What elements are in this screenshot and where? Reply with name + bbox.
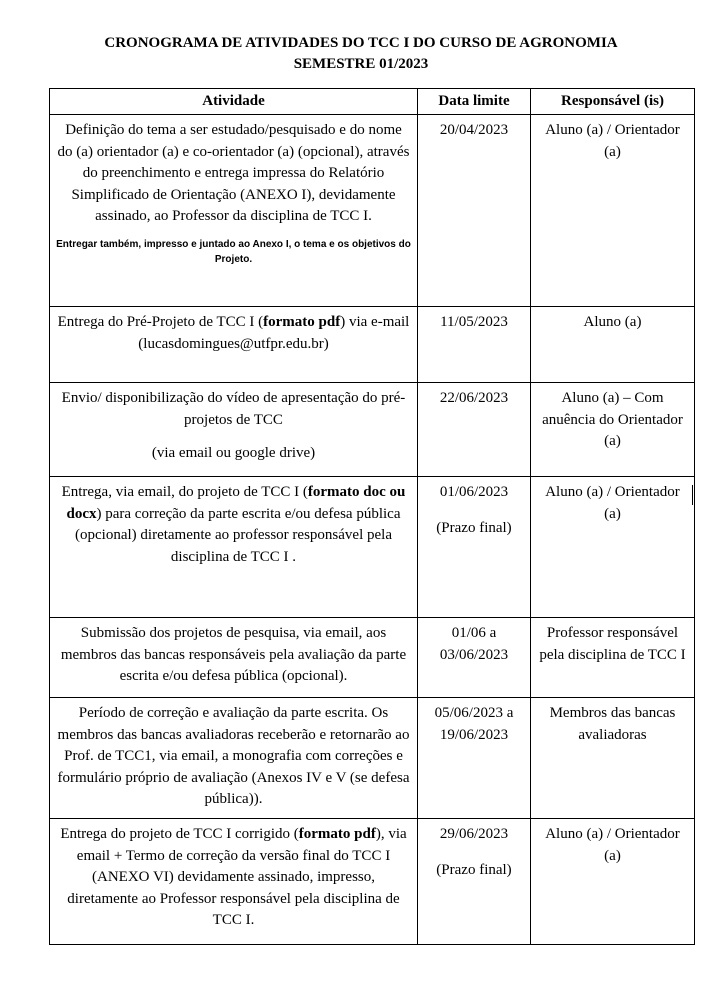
responsible-cell: Aluno (a) – Com anuência do Orientador (a) bbox=[531, 383, 695, 477]
responsible-cell: Aluno (a) / Orientador (a) bbox=[531, 819, 695, 945]
deadline-cell: 01/06 a 03/06/2023 bbox=[418, 618, 531, 698]
responsible-cell: Aluno (a) bbox=[531, 307, 695, 383]
activity-text: Definição do tema a ser estudado/pesquisado e do nome do (a) orientador (a) e co-orientador (a) (opcional), através do preenchimento e entrega impressa do Relatório Simplificado de Orientação (ANEXO I), devidamente assinado, ao Professor da disciplina de TCC I. bbox=[57, 122, 410, 224]
activity-note: (via email ou google drive) bbox=[151, 445, 316, 461]
document-title bbox=[0, 33, 722, 75]
activity-cell: Período de correção e avaliação da parte escrita. Os membros das bancas avaliadoras receberão e retornarão ao Prof. de TCC1, via email, a monografia com correções e formulário próprio de avaliação (Anexos IV e V (se defesa pública)). bbox=[50, 698, 418, 819]
responsible-cell: Membros das bancas avaliadoras bbox=[531, 698, 695, 819]
activity-cell bbox=[50, 383, 418, 477]
table-row bbox=[50, 383, 695, 477]
activity-format: formato pdf bbox=[263, 314, 341, 330]
deadline-cell: 05/06/2023 a 19/06/2023 bbox=[418, 698, 531, 819]
deadline-date: 29/06/2023 bbox=[439, 826, 509, 842]
deadline-cell bbox=[418, 477, 531, 618]
header-responsible: Responsável (is) bbox=[531, 89, 695, 115]
header-activity: Atividade bbox=[50, 89, 418, 115]
deadline-date: 01/06/2023 bbox=[439, 484, 509, 500]
table-row bbox=[50, 115, 695, 307]
deadline-cell: 22/06/2023 bbox=[418, 383, 531, 477]
responsible-cell: Aluno (a) / Orientador (a) bbox=[531, 115, 695, 307]
table-row bbox=[50, 698, 695, 819]
table-row bbox=[50, 477, 695, 618]
activity-text: Envio/ disponibilização do vídeo de apresentação do pré-projetos de TCC bbox=[61, 390, 406, 428]
table-row bbox=[50, 819, 695, 945]
activity-text: Entrega do projeto de TCC I corrigido ( bbox=[60, 826, 299, 842]
activity-text: Entrega do Pré-Projeto de TCC I ( bbox=[57, 314, 264, 330]
deadline-note: (Prazo final) bbox=[436, 861, 512, 878]
activity-format: formato pdf bbox=[298, 826, 376, 842]
table-row bbox=[50, 618, 695, 698]
activity-text: Entrega, via email, do projeto de TCC I ( bbox=[61, 484, 308, 500]
activity-text: ), via email + Termo de correção da versão final do TCC I (ANEXO VI) devidamente assinado, impresso, diretamente ao Professor responsável pela disciplina de TCC I. bbox=[67, 826, 407, 928]
activity-cell bbox=[50, 477, 418, 618]
responsible-cell: Professor responsável pela disciplina de TCC I bbox=[531, 618, 695, 698]
header-deadline: Data limite bbox=[418, 89, 531, 115]
schedule-table bbox=[49, 88, 695, 945]
deadline-note: (Prazo final) bbox=[436, 519, 512, 536]
activity-format: formato doc ou docx bbox=[66, 484, 406, 522]
table-row bbox=[50, 307, 695, 383]
deadline-cell: 11/05/2023 bbox=[418, 307, 531, 383]
responsible-cell: Aluno (a) / Orientador (a) bbox=[531, 477, 695, 618]
activity-text: ) para correção da parte escrita e/ou defesa pública (opcional) diretamente ao professor responsável pela disciplina de TCC I . bbox=[75, 505, 401, 565]
activity-note: Entregar também, impresso e juntado ao Anexo I, o tema e os objetivos do Projeto. bbox=[56, 238, 411, 265]
deadline-cell: 20/04/2023 bbox=[418, 115, 531, 307]
text-cursor-mark bbox=[692, 485, 693, 505]
activity-cell bbox=[50, 115, 418, 307]
activity-cell: Submissão dos projetos de pesquisa, via email, aos membros das bancas responsáveis pela avaliação da parte escrita e/ou defesa pública (opcional). bbox=[50, 618, 418, 698]
activity-text: ) via e-mail (lucasdomingues@utfpr.edu.br) bbox=[138, 314, 410, 352]
table-header-row bbox=[50, 89, 695, 115]
title-line-1: CRONOGRAMA DE ATIVIDADES DO TCC I DO CURSO DE AGRONOMIA bbox=[104, 35, 618, 51]
activity-cell bbox=[50, 307, 418, 383]
activity-cell bbox=[50, 819, 418, 945]
title-line-2: SEMESTRE 01/2023 bbox=[293, 56, 429, 72]
deadline-cell bbox=[418, 819, 531, 945]
